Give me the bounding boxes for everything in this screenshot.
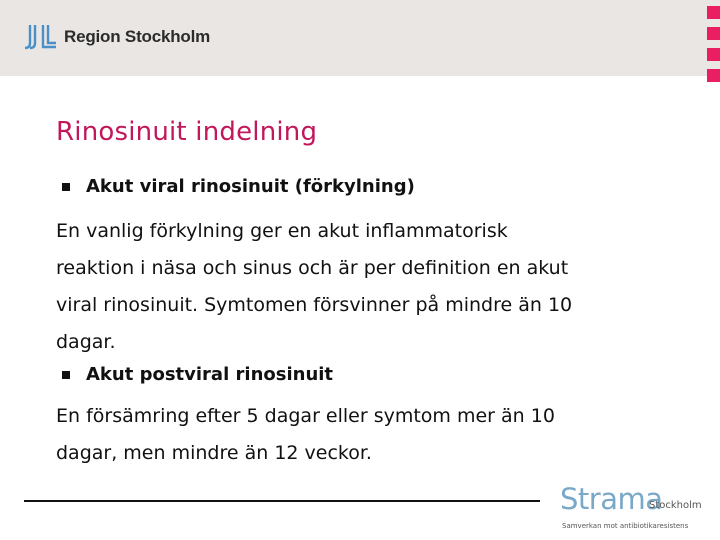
section-1-heading: Akut viral rinosinuit (förkylning) — [86, 176, 415, 197]
square-icon — [707, 6, 720, 19]
logo-text: Region Stockholm — [64, 27, 211, 46]
section-2-heading: Akut postviral rinosinuit — [86, 364, 334, 385]
region-stockholm-logo[interactable] — [24, 22, 210, 52]
section-1-heading-row — [62, 176, 415, 197]
page-title: Rinosinuit indelning — [56, 117, 318, 147]
body-line: viral rinosinuit. Symtomen försvinner på mindre än 10 — [56, 294, 573, 316]
bullet-icon — [62, 183, 70, 191]
section-2-heading-row — [62, 364, 333, 385]
section-1-body — [56, 213, 676, 361]
region-stockholm-logo-icon — [24, 23, 58, 51]
body-line: reaktion i näsa och sinus och är per definition en akut — [56, 257, 569, 279]
strama-city: Stockholm — [649, 500, 702, 511]
footer-divider — [24, 500, 540, 502]
strama-logo[interactable] — [560, 482, 720, 540]
body-line: dagar, men mindre än 12 veckor. — [56, 442, 372, 464]
header-band — [0, 0, 720, 76]
decorative-squares — [707, 6, 720, 90]
square-icon — [707, 48, 720, 61]
bullet-icon — [62, 371, 70, 379]
strama-tagline: Samverkan mot antibiotikaresistens — [562, 522, 689, 530]
square-icon — [707, 69, 720, 82]
strama-wordmark: Strama — [560, 482, 663, 516]
body-line: dagar. — [56, 331, 116, 353]
square-icon — [707, 27, 720, 40]
body-line: En vanlig förkylning ger en akut inflammatorisk — [56, 220, 508, 242]
body-line: En försämring efter 5 dagar eller symtom mer än 10 — [56, 405, 555, 427]
section-2-body — [56, 398, 676, 472]
